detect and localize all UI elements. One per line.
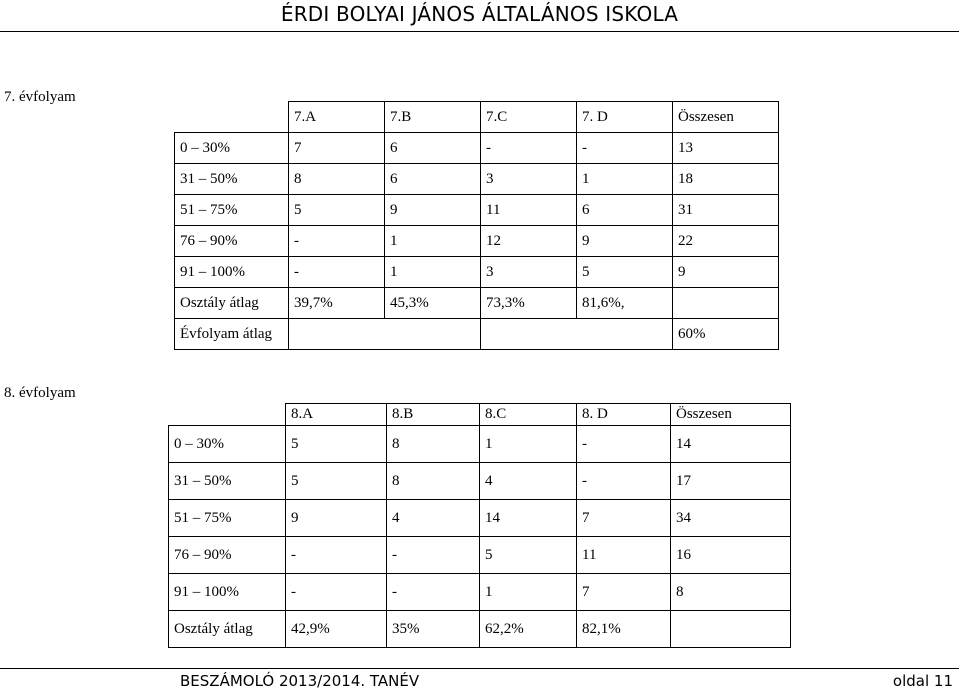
empty-corner-cell (169, 404, 286, 426)
year-average-value: 60% (673, 319, 779, 350)
column-header: 8.B (387, 404, 480, 426)
table-cell: 6 (385, 133, 481, 164)
table-cell: 5 (577, 257, 673, 288)
table-row (169, 426, 791, 463)
table-cell: 11 (481, 195, 577, 226)
year-average-row (175, 319, 779, 350)
table-cell: 14 (671, 426, 791, 463)
table-cell: 4 (387, 500, 480, 537)
table-cell: 1 (385, 257, 481, 288)
table-cell: 73,3% (481, 288, 577, 319)
row-label: 76 – 90% (175, 226, 289, 257)
table-cell: 18 (673, 164, 779, 195)
table-cell: 16 (671, 537, 791, 574)
row-label: 76 – 90% (169, 537, 286, 574)
column-header: Összesen (673, 102, 779, 133)
column-header: 7. D (577, 102, 673, 133)
table-cell: - (387, 574, 480, 611)
page-number: oldal 11 (892, 672, 953, 690)
table-cell: 4 (480, 463, 577, 500)
table-cell: 12 (481, 226, 577, 257)
table-cell: 42,9% (286, 611, 387, 648)
table-cell: 9 (286, 500, 387, 537)
empty-corner-cell (175, 102, 289, 133)
row-label: 51 – 75% (169, 500, 286, 537)
table-cell: 8 (671, 574, 791, 611)
table-cell: 17 (671, 463, 791, 500)
footer-divider (0, 668, 959, 669)
row-label: Osztály átlag (175, 288, 289, 319)
column-header: 8. D (577, 404, 671, 426)
table-cell: 39,7% (289, 288, 385, 319)
table-cell: 8 (387, 463, 480, 500)
row-label: 91 – 100% (169, 574, 286, 611)
column-header: 7.C (481, 102, 577, 133)
table-cell: 5 (286, 463, 387, 500)
table-row (169, 500, 791, 537)
table-row (175, 164, 779, 195)
table-cell: 7 (289, 133, 385, 164)
table-cell: - (289, 257, 385, 288)
row-label: Osztály átlag (169, 611, 286, 648)
table-header-row (175, 102, 779, 133)
table-cell: 9 (577, 226, 673, 257)
grade8-label: 8. évfolyam (4, 385, 76, 401)
table-cell: 1 (480, 574, 577, 611)
table-cell: 3 (481, 164, 577, 195)
table-cell: - (387, 537, 480, 574)
table-cell: 1 (480, 426, 577, 463)
class-average-row (169, 611, 791, 648)
table-cell: 8 (387, 426, 480, 463)
table-row (169, 574, 791, 611)
header-divider (0, 31, 959, 32)
row-label: Évfolyam átlag (175, 319, 289, 350)
column-header: Összesen (671, 404, 791, 426)
table-cell: 81,6%, (577, 288, 673, 319)
table-cell: 5 (289, 195, 385, 226)
table-row (169, 463, 791, 500)
table-cell: 22 (673, 226, 779, 257)
table-cell: 31 (673, 195, 779, 226)
table-cell (673, 288, 779, 319)
table-cell: 62,2% (480, 611, 577, 648)
table-cell (481, 319, 673, 350)
column-header: 8.A (286, 404, 387, 426)
table-cell: 9 (673, 257, 779, 288)
table-cell: 34 (671, 500, 791, 537)
table-cell: - (481, 133, 577, 164)
row-label: 0 – 30% (169, 426, 286, 463)
table-cell: - (286, 574, 387, 611)
row-label: 31 – 50% (175, 164, 289, 195)
table-cell: - (286, 537, 387, 574)
column-header: 8.C (480, 404, 577, 426)
table-cell: 5 (480, 537, 577, 574)
table-header-row (169, 404, 791, 426)
grade7-label: 7. évfolyam (4, 89, 76, 105)
column-header: 7.B (385, 102, 481, 133)
footer-title: BESZÁMOLÓ 2013/2014. TANÉV (180, 672, 420, 690)
table-cell: 14 (480, 500, 577, 537)
row-label: 31 – 50% (169, 463, 286, 500)
table-row (175, 257, 779, 288)
row-label: 0 – 30% (175, 133, 289, 164)
class-average-row (175, 288, 779, 319)
table-cell: - (289, 226, 385, 257)
grade8-table (168, 403, 791, 648)
row-label: 51 – 75% (175, 195, 289, 226)
table-cell (671, 611, 791, 648)
table-cell: - (577, 133, 673, 164)
grade7-table (174, 101, 779, 350)
table-cell: - (577, 426, 671, 463)
table-cell: 3 (481, 257, 577, 288)
table-cell: 6 (385, 164, 481, 195)
table-row (169, 537, 791, 574)
table-cell: 13 (673, 133, 779, 164)
table-cell: 9 (385, 195, 481, 226)
table-cell: 7 (577, 500, 671, 537)
table-cell: 45,3% (385, 288, 481, 319)
table-row (175, 226, 779, 257)
table-row (175, 133, 779, 164)
table-row (175, 195, 779, 226)
table-cell: 11 (577, 537, 671, 574)
table-cell: 1 (577, 164, 673, 195)
table-cell: 5 (286, 426, 387, 463)
table-cell: 35% (387, 611, 480, 648)
table-cell: 7 (577, 574, 671, 611)
column-header: 7.A (289, 102, 385, 133)
table-cell (289, 319, 481, 350)
table-cell: 8 (289, 164, 385, 195)
row-label: 91 – 100% (175, 257, 289, 288)
table-cell: 6 (577, 195, 673, 226)
page-header-title: ÉRDI BOLYAI JÁNOS ÁLTALÁNOS ISKOLA (280, 2, 679, 26)
table-cell: - (577, 463, 671, 500)
table-cell: 1 (385, 226, 481, 257)
table-cell: 82,1% (577, 611, 671, 648)
